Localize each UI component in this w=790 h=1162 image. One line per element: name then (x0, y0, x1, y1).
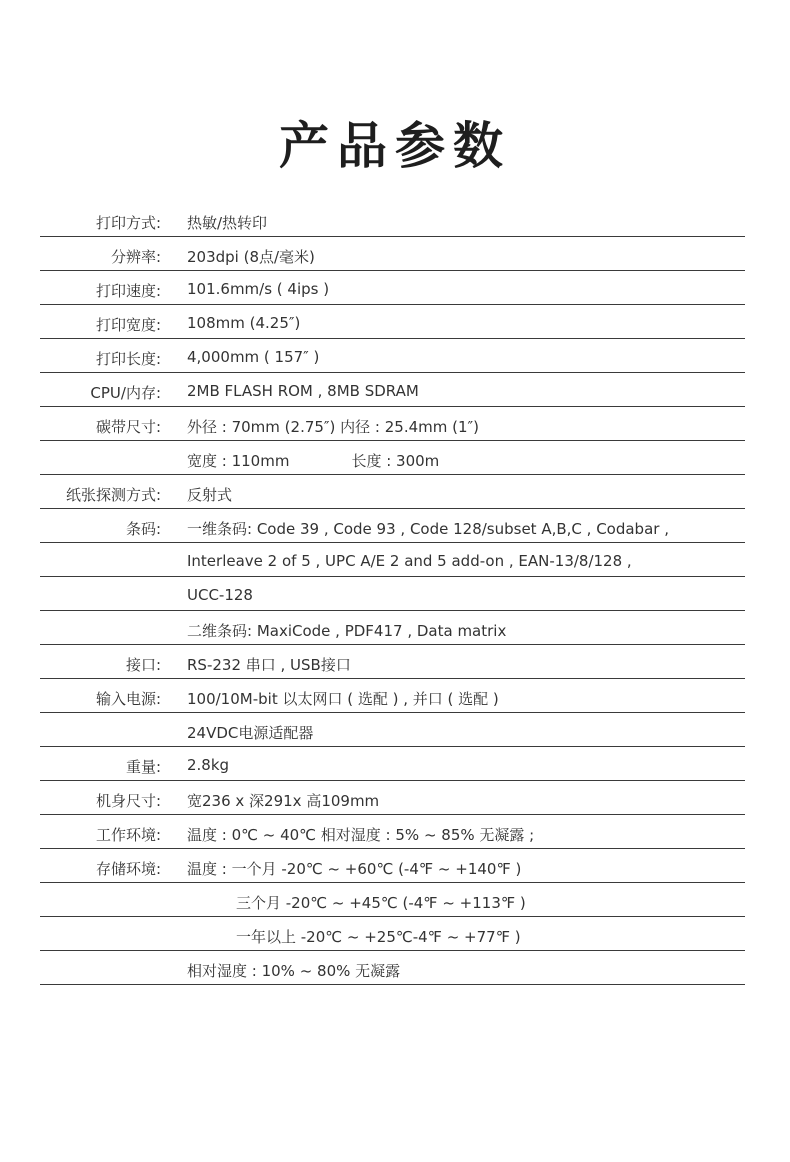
row-value: UCC-128 (187, 586, 253, 604)
spec-table (40, 203, 745, 985)
row-label: 碳带尺寸: (95, 418, 161, 436)
row-value: 热敏/热转印 (187, 214, 268, 232)
table-row (40, 237, 745, 271)
table-row (40, 747, 745, 781)
row-label: 分辨率: (110, 248, 161, 266)
table-row (40, 475, 745, 509)
row-label: 接口: (125, 656, 161, 674)
row-value: 203dpi (8点/毫米) (187, 248, 315, 266)
row-value: 101.6mm/s ( 4ips ) (187, 280, 330, 298)
table-row (40, 577, 745, 611)
row-value: 4,000mm ( 157″ ) (187, 348, 320, 366)
table-row (40, 543, 745, 577)
row-value: RS-232 串口 , USB接口 (187, 656, 351, 674)
row-label: 打印长度: (95, 350, 161, 368)
row-value: 反射式 (187, 486, 233, 504)
row-label: 打印宽度: (95, 316, 161, 334)
table-row (40, 509, 745, 543)
row-value: Interleave 2 of 5 , UPC A/E 2 and 5 add-on , EAN-13/8/128 , (187, 552, 632, 570)
row-value: 108mm (4.25″) (187, 314, 301, 332)
table-row (40, 713, 745, 747)
table-row (40, 951, 745, 985)
row-value: 温度 : 一个月 -20℃ ~ +60℃ (-4℉ ~ +140℉ ) (187, 860, 522, 878)
table-row (40, 781, 745, 815)
row-value: 2MB FLASH ROM , 8MB SDRAM (187, 382, 419, 400)
row-label: CPU/内存: (90, 384, 161, 402)
row-label: 输入电源: (95, 690, 161, 708)
row-label: 工作环境: (95, 826, 161, 844)
table-row (40, 271, 745, 305)
table-row (40, 305, 745, 339)
row-label: 纸张探测方式: (65, 486, 161, 504)
row-value: 一年以上 -20℃ ~ +25℃-4℉ ~ +77℉ ) (236, 928, 521, 946)
row-value-part: 宽度 : 110mm (187, 452, 290, 470)
row-label: 打印方式: (95, 214, 161, 232)
table-row (40, 917, 745, 951)
row-value: 三个月 -20℃ ~ +45℃ (-4℉ ~ +113℉ ) (236, 894, 526, 912)
row-label: 打印速度: (95, 282, 161, 300)
page-title: 产品参数 (279, 116, 511, 175)
table-row (40, 815, 745, 849)
table-row (40, 883, 745, 917)
row-value (187, 450, 439, 471)
table-row (40, 645, 745, 679)
table-row (40, 339, 745, 373)
row-value: 24VDC电源适配器 (187, 724, 314, 742)
table-row (40, 407, 745, 441)
row-label: 存储环境: (95, 860, 161, 878)
row-value: 一维条码: Code 39 , Code 93 , Code 128/subset A,B,C , Codabar , (187, 520, 669, 538)
table-row (40, 373, 745, 407)
row-value-part: 长度 : 300m (351, 452, 440, 470)
row-label: 机身尺寸: (95, 792, 161, 810)
row-value: 二维条码: MaxiCode , PDF417 , Data matrix (187, 622, 507, 640)
row-label: 条码: (125, 520, 161, 538)
table-row (40, 611, 745, 645)
row-value: 100/10M-bit 以太网口 ( 选配 ) , 并口 ( 选配 ) (187, 690, 499, 708)
row-label: 重量: (125, 758, 161, 776)
row-value: 相对湿度 : 10% ~ 80% 无凝露 (187, 962, 401, 980)
row-value: 温度 : 0℃ ~ 40℃ 相对湿度 : 5% ~ 85% 无凝露 ; (187, 826, 535, 844)
table-row (40, 441, 745, 475)
row-value: 2.8kg (187, 756, 230, 774)
table-row (40, 849, 745, 883)
table-row (40, 679, 745, 713)
row-value: 宽236 x 深291x 高109mm (187, 792, 380, 810)
row-value: 外径 : 70mm (2.75″) 内径 : 25.4mm (1″) (187, 418, 479, 436)
table-row (40, 203, 745, 237)
